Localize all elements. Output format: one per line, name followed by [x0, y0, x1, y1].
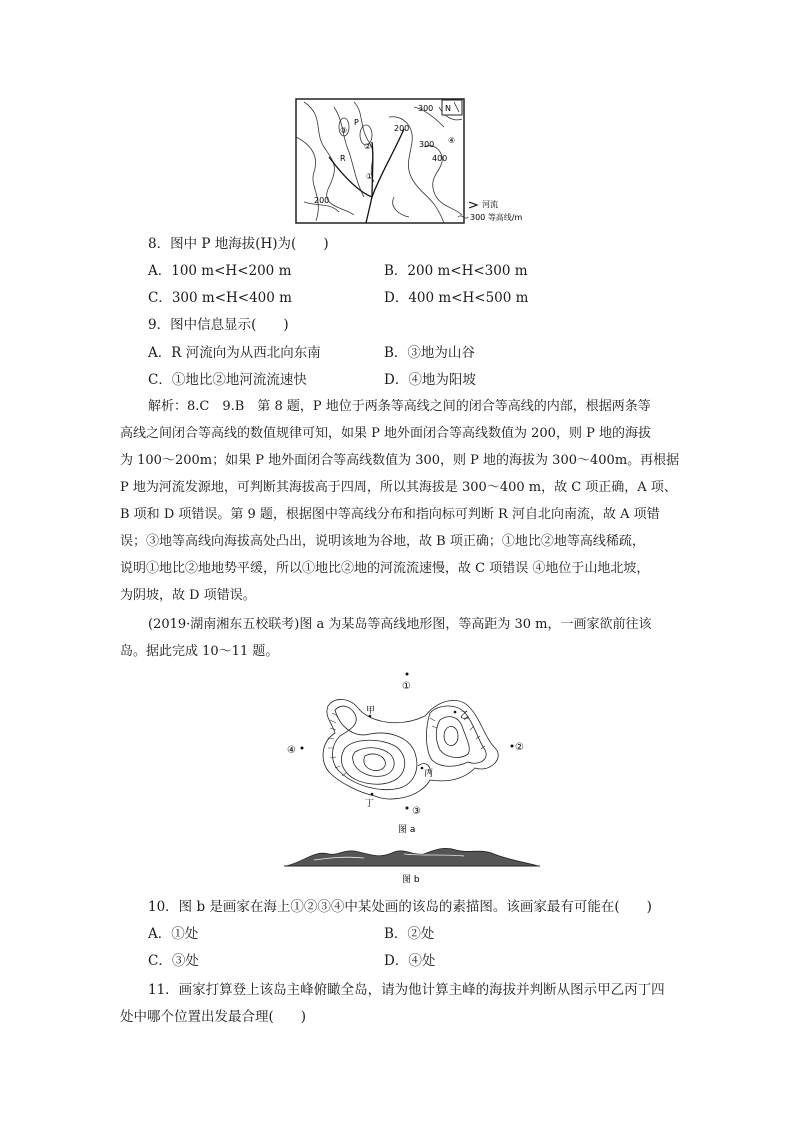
- analysis-line-5: B 项和 D 项错误。第 9 题，根据图中等高线分布和指向标可判断 R 河自北向南流，故 A 项错: [120, 507, 660, 522]
- q10-option-d: D．④处: [384, 953, 436, 969]
- contour-label-200: 200: [394, 124, 410, 133]
- marker-1: ①: [366, 172, 374, 181]
- island-sketch-figure: [284, 838, 540, 886]
- analysis-line-7: 说明①地比②地地势平缓，所以①地比②地的河流流速慢，故 C 项错误 ④地位于山地北坡，: [120, 561, 650, 576]
- point-3: ③: [412, 806, 421, 817]
- place-jia: 甲: [366, 706, 376, 716]
- analysis-line-3: 为 100～200m；如果 P 地外面闭合等高线数值为 300，则 P 地的海拔为 300～400m。再根据: [120, 453, 680, 468]
- q9-option-a: A．R 河流向为从西北向东南: [148, 345, 321, 361]
- marker-3: ③: [340, 126, 348, 135]
- q10-option-b: B．②处: [384, 926, 435, 942]
- q8-option-a: A．100 m<H<200 m: [148, 263, 292, 279]
- marker-4: ④: [448, 136, 456, 145]
- intro-line-2: 岛。据此完成 10～11 题。: [120, 644, 279, 659]
- contour-label-400: 400: [432, 154, 448, 163]
- point-2: ②: [515, 742, 524, 753]
- analysis-line-2: 高线之间闭合等高线的数值规律可知，如果 P 地外面闭合等高线数值为 200，则 P 地的海拔: [120, 426, 651, 441]
- q8-stem: 8．图中 P 地海拔(H)为( ): [148, 236, 329, 252]
- place-ding: 丁: [365, 799, 375, 809]
- analysis-line-4: P 地为河流发源地，可判断其海拔高于四周，所以其海拔是 300～400 m，故 C 项正确，A 项、: [120, 480, 677, 495]
- intro-line-1: (2019·湖南湘东五校联考)图 a 为某岛等高线地形图，等高距为 30 m，一画家欲前往该: [148, 617, 652, 632]
- q9-option-d: D．④地为阳坡: [384, 372, 476, 388]
- island-contour-map: [280, 668, 530, 838]
- river-legend-icon: [469, 202, 477, 208]
- marker-2: ②: [364, 142, 372, 151]
- q9-stem: 9．图中信息显示( ): [148, 317, 289, 333]
- analysis-line-6: 误；③地等高线向海拔高处凸出，说明该地为谷地，故 B 项正确；①地比②地等高线稀疏，: [120, 534, 645, 549]
- q11-stem-line-2: 处中哪个位置出发最合理( ): [120, 1009, 307, 1025]
- point-1: ①: [402, 681, 411, 692]
- q9-option-c: C．①地比②地河流流速快: [148, 372, 307, 388]
- q10-option-c: C．③处: [148, 953, 199, 969]
- contour-label-300: 300: [419, 140, 435, 149]
- contour-label-200-low: 200: [314, 196, 330, 205]
- point-4: ④: [287, 745, 296, 756]
- q8-option-c: C．300 m<H<400 m: [148, 290, 292, 306]
- figure-b-caption: 图 b: [402, 875, 420, 885]
- contour-map-figure: [294, 97, 544, 227]
- contour-label-300-top: 300: [418, 104, 434, 113]
- q8-option-d: D．400 m<H<500 m: [384, 290, 529, 306]
- q11-stem-line-1: 11．画家打算登上该岛主峰俯瞰全岛，请为他计算主峰的海拔并判断从图示甲乙丙丁四: [148, 982, 665, 998]
- figure-a-caption: 图 a: [398, 825, 416, 835]
- legend-river: 河流: [482, 200, 498, 209]
- label-R: R: [340, 154, 346, 163]
- q10-stem: 10．图 b 是画家在海上①②③④中某处画的该岛的素描图。该画家最有可能在( ): [148, 899, 652, 915]
- label-P: P: [354, 118, 359, 127]
- q10-option-a: A．①处: [148, 926, 199, 942]
- legend-contour: 300 等高线/m: [470, 213, 523, 222]
- analysis-line-1: 解析：8.C 9.B 第 8 题，P 地位于两条等高线之间的闭合等高线的内部，根据两条等: [148, 399, 651, 414]
- q9-option-b: B．③地为山谷: [384, 345, 475, 361]
- north-arrow: N: [445, 104, 451, 113]
- place-yi: 乙: [460, 711, 470, 721]
- analysis-line-8: 为阴坡，故 D 项错误。: [120, 588, 256, 603]
- q8-option-b: B．200 m<H<300 m: [384, 263, 528, 279]
- place-bing: 丙: [424, 769, 434, 779]
